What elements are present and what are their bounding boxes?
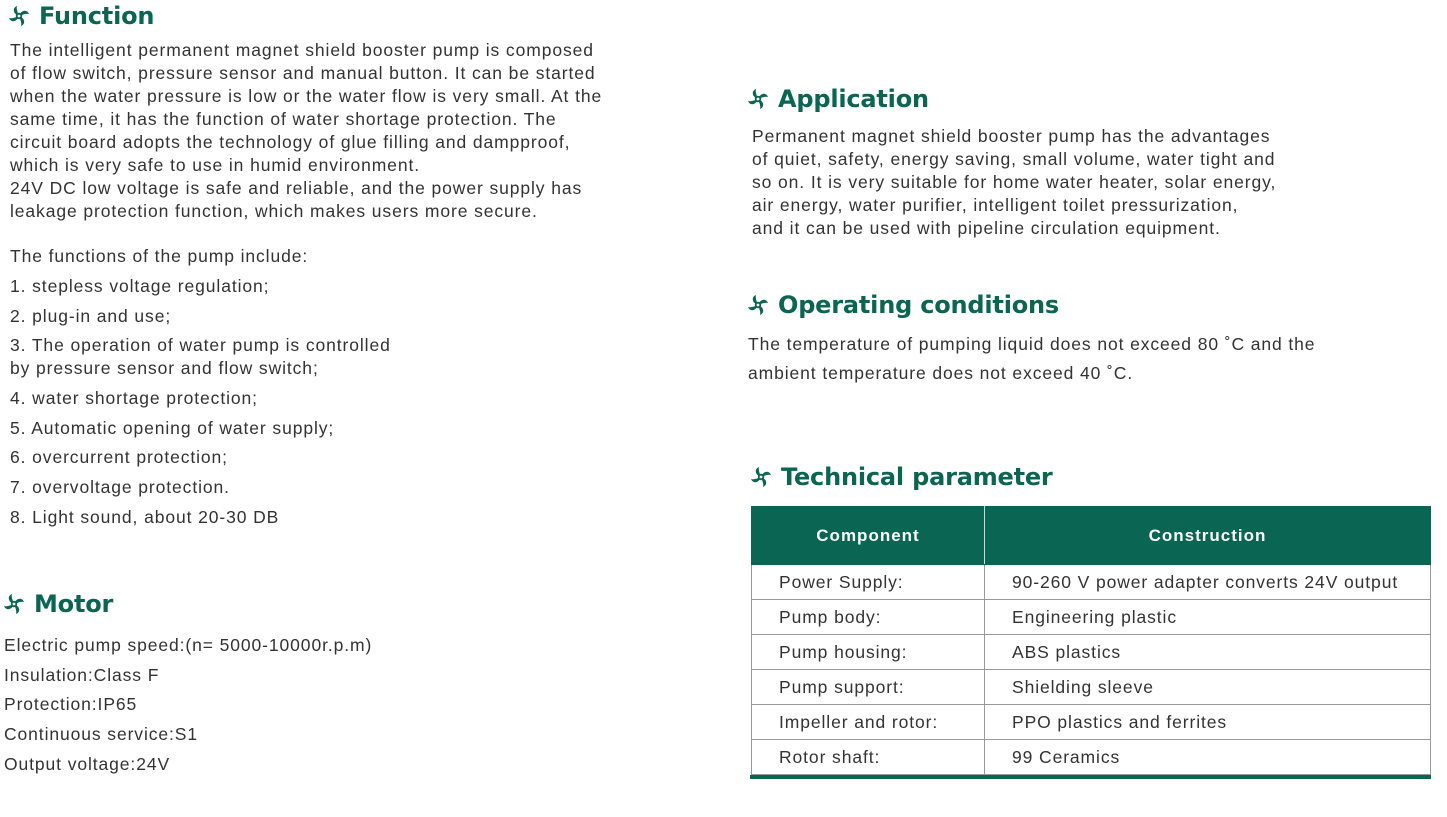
table-cell: 99 Ceramics: [985, 740, 1431, 775]
table-row: [752, 565, 1431, 600]
function-heading: [8, 2, 154, 30]
list-item: 6. overcurrent protection;: [10, 447, 228, 468]
table-cell: 90-260 V power adapter converts 24V output: [985, 565, 1431, 600]
motor-list: [4, 634, 372, 782]
table-cell: Rotor shaft:: [752, 740, 985, 775]
fan-logo-icon: [8, 5, 30, 27]
table-header-row: [752, 507, 1431, 565]
table-cell: Impeller and rotor:: [752, 705, 985, 740]
application-heading: [747, 85, 929, 113]
list-item: Insulation:Class F: [4, 664, 160, 685]
function-list: [10, 275, 391, 536]
table-row: [752, 670, 1431, 705]
table-cell: ABS plastics: [985, 635, 1431, 670]
function-list-title: The functions of the pump include:: [10, 246, 309, 266]
list-item: 2. plug-in and use;: [10, 305, 172, 326]
table-cell: Power Supply:: [752, 565, 985, 600]
list-item: 8. Light sound, about 20-30 DB: [10, 506, 280, 527]
column-header-construction: Construction: [985, 507, 1431, 565]
table-cell: Shielding sleeve: [985, 670, 1431, 705]
list-item: 5. Automatic opening of water supply;: [10, 417, 335, 438]
fan-logo-icon: [747, 88, 769, 110]
motor-heading: [3, 590, 113, 618]
list-item: Electric pump speed:(n= 5000-10000r.p.m): [4, 635, 373, 655]
function-heading-text: Function: [39, 2, 155, 30]
technical-parameter-table: [751, 506, 1431, 775]
motor-heading-text: Motor: [34, 590, 114, 618]
table-cell: PPO plastics and ferrites: [985, 705, 1431, 740]
application-text: Permanent magnet shield booster pump has the advantages of quiet, safety, energy saving, small volume, water tight and so on. It is very suitable for home water heater, solar energy, air energy, water purifier, intelligent toilet pressurization, and it can be used with pipeline circulation equipment.: [752, 126, 1277, 238]
table-cell: Pump body:: [752, 600, 985, 635]
operating-text: The temperature of pumping liquid does not exceed 80 ˚C and the ambient temperature does not exceed 40 ˚C.: [748, 334, 1316, 383]
list-item: 7. overvoltage protection.: [10, 477, 230, 498]
table-cell: Pump housing:: [752, 635, 985, 670]
list-item: 3. The operation of water pump is controlled by pressure sensor and flow switch;: [10, 335, 391, 379]
table-row: [752, 635, 1431, 670]
list-item: Output voltage:24V: [4, 753, 171, 774]
list-item: Continuous service:S1: [4, 724, 198, 745]
fan-logo-icon: [3, 593, 25, 615]
fan-logo-icon: [750, 466, 772, 488]
application-heading-text: Application: [778, 85, 929, 113]
technical-heading: [750, 463, 1053, 491]
list-item: 4. water shortage protection;: [10, 388, 258, 409]
operating-heading-text: Operating conditions: [778, 291, 1059, 319]
operating-heading: [747, 291, 1059, 319]
function-intro: The intelligent permanent magnet shield booster pump is composed of flow switch, pressure sensor and manual button. It can be started when the water pressure is low or the water flow is very small. At the same time, it has the function of water shortage protection. The circuit board adopts the technology of glue filling and dampproof, which is very safe to use in humid environment. 24V DC low voltage is safe and reliable, and the power supply has leakage protection function, which makes users more secure.: [10, 40, 603, 221]
technical-heading-text: Technical parameter: [781, 463, 1053, 491]
table-cell: Pump support:: [752, 670, 985, 705]
table-bottom-rule: [750, 775, 1431, 779]
column-header-component: Component: [752, 507, 985, 565]
list-item: Protection:IP65: [4, 694, 138, 715]
table-cell: Engineering plastic: [985, 600, 1431, 635]
table-row: [752, 740, 1431, 775]
table-row: [752, 600, 1431, 635]
fan-logo-icon: [747, 294, 769, 316]
table-row: [752, 705, 1431, 740]
list-item: 1. stepless voltage regulation;: [10, 276, 270, 296]
